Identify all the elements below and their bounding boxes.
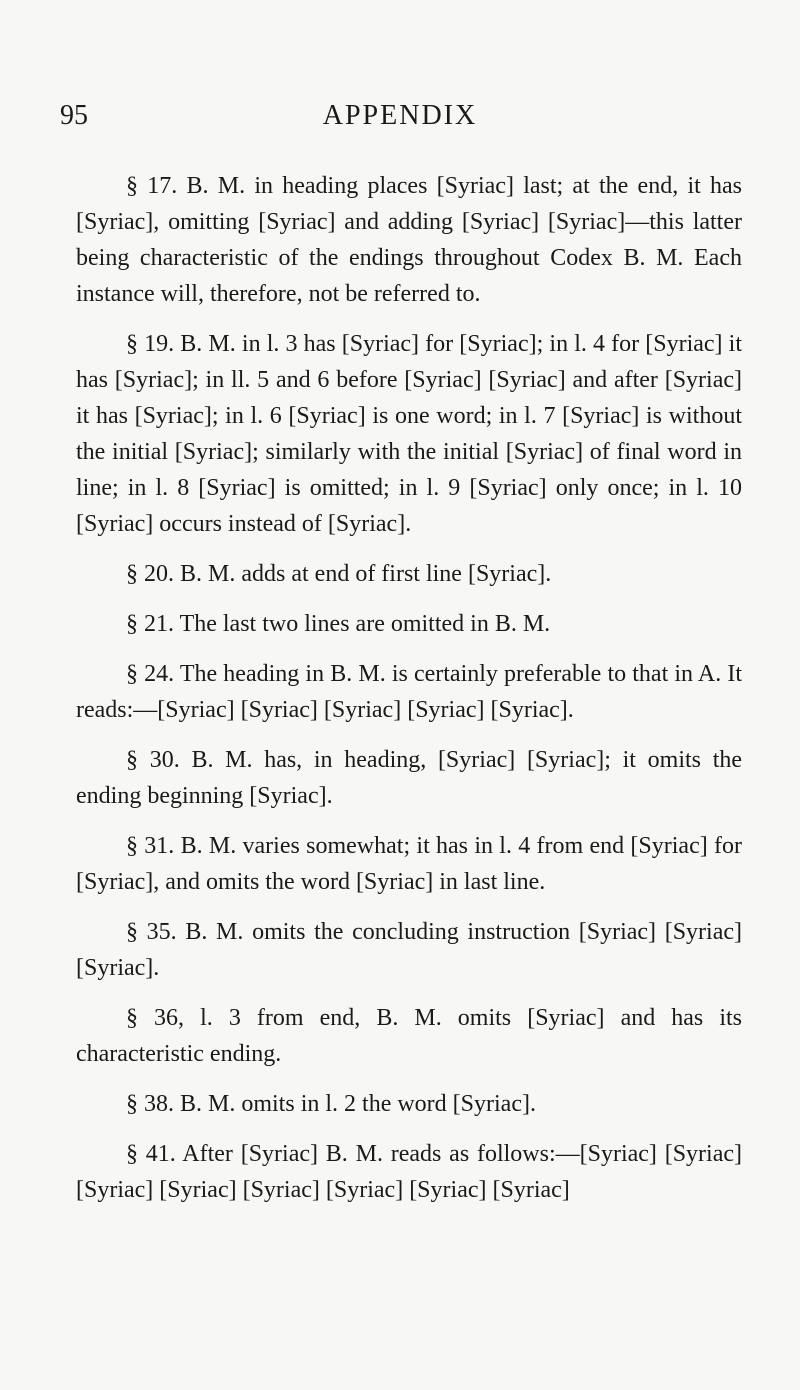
section-number: § 36, <box>126 1005 185 1031</box>
paragraph-35 <box>76 914 742 986</box>
paragraph-17 <box>76 168 742 312</box>
paragraph-36 <box>76 1000 742 1072</box>
paragraph-text: B. M. has, in heading, [Syriac] [Syriac]; it omits the ending beginning [Syriac]. <box>76 747 743 809</box>
paragraph-21 <box>76 606 742 642</box>
paragraph-31 <box>76 828 742 900</box>
section-number: § 24. <box>126 661 175 687</box>
section-number: § 20. <box>126 561 174 587</box>
paragraph-20 <box>76 556 742 592</box>
section-number: § 35. <box>126 919 177 945</box>
paragraph-text: B. M. in l. 3 has [Syriac] for [Syriac]; in l. 4 for [Syriac] it has [Syriac]; in ll. 5 and 6 before [Syriac] [Syriac] and after [Syriac] it has [Syriac]; in l. 6 [Syriac] is one word; in l. 7 [Syriac] is without the initial [Syriac]; similarly with the initial [Syriac] of final word in line; in l. 8 [Syriac] is omitted; in l. 9 [Syriac] only once; in l. 10 [Syriac] occurs instead of [Syriac]. <box>76 331 743 537</box>
page-number: 95 <box>60 100 88 131</box>
paragraph-text: After [Syriac] B. M. reads as follows:—[Syriac] [Syriac] [Syriac] [Syriac] [Syriac] [Syriac] [Syriac] [Syriac] <box>76 1141 743 1203</box>
section-number: § 31. <box>126 833 175 859</box>
paragraph-text: B. M. omits in l. 2 the word [Syriac]. <box>180 1091 536 1117</box>
paragraph-text: B. M. in heading places [Syriac] last; at the end, it has [Syriac], omitting [Syriac] and adding [Syriac] [Syriac]—this latter being characteristic of the endings throughout Codex B. M. Each instance will, therefore, not be referred to. <box>76 173 743 307</box>
section-number: § 21. <box>126 611 174 637</box>
running-head: APPENDIX <box>322 100 478 131</box>
section-number: § 19. <box>126 331 175 357</box>
paragraph-text: The heading in B. M. is certainly preferable to that in A. It reads:—[Syriac] [Syriac] [Syriac] [Syriac] [Syriac]. <box>76 661 742 723</box>
paragraph-text: l. 3 from end, B. M. omits [Syriac] and has its characteristic ending. <box>76 1005 743 1067</box>
paragraph-19 <box>76 326 742 542</box>
paragraph-text: B. M. omits the concluding instruction [Syriac] [Syriac] [Syriac]. <box>76 919 743 981</box>
page-header <box>60 100 740 140</box>
paragraph-text: B. M. varies somewhat; it has in l. 4 from end [Syriac] for [Syriac], and omits the word [Syriac] in last line. <box>76 833 742 895</box>
section-number: § 30. <box>126 747 180 773</box>
paragraph-38 <box>76 1086 742 1122</box>
paragraph-41 <box>76 1136 742 1208</box>
paragraph-text: The last two lines are omitted in B. M. <box>179 611 551 637</box>
section-number: § 17. <box>126 173 178 199</box>
document-body <box>76 168 742 1222</box>
paragraph-30 <box>76 742 742 814</box>
section-number: § 38. <box>126 1091 174 1117</box>
paragraph-text: B. M. adds at end of first line [Syriac]. <box>180 561 552 587</box>
paragraph-24 <box>76 656 742 728</box>
section-number: § 41. <box>126 1141 176 1167</box>
